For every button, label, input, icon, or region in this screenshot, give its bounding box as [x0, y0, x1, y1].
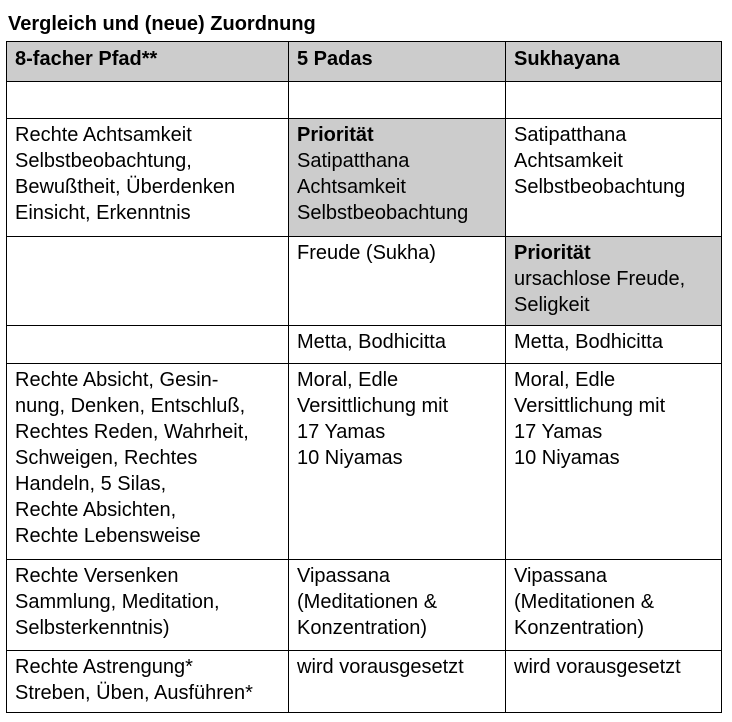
cell-5-padas-highlighted: [289, 119, 506, 237]
cell-line: Selbstbeobachtung: [514, 176, 686, 198]
cell-line: Vipassana: [514, 565, 608, 587]
cell-5-padas: [289, 82, 506, 119]
header-sukhayana: Sukhayana: [506, 42, 722, 82]
cell-line: Rechte Achtsamkeit: [15, 124, 192, 146]
cell-line: nung, Denken, Entschluß,: [15, 395, 246, 417]
cell-8-fold-path: [7, 364, 289, 560]
cell-line: Selbstbeobachtung,: [15, 150, 192, 172]
cell-5-padas: [289, 237, 506, 326]
priority-label: Priorität: [514, 242, 591, 264]
cell-line: 10 Niyamas: [297, 447, 403, 469]
cell-line: Achtsamkeit: [297, 176, 406, 198]
cell-line: Versittlichung mit: [514, 395, 666, 417]
cell-8-fold-path: [7, 82, 289, 119]
cell-line: Selbstbeobachtung: [297, 202, 469, 224]
cell-line: Vipassana: [297, 565, 391, 587]
cell-line: Konzentration): [514, 617, 645, 639]
cell-sukhayana: [506, 364, 722, 560]
table-row: [7, 82, 722, 119]
cell-line: (Meditationen &: [297, 591, 438, 613]
table-row: [7, 237, 722, 326]
cell-line: Metta, Bodhicitta: [514, 331, 663, 353]
cell-line: Freude (Sukha): [297, 242, 436, 264]
cell-sukhayana: [506, 651, 722, 713]
cell-line: Bewußtheit, Überdenken: [15, 176, 236, 198]
cell-5-padas: [289, 326, 506, 364]
cell-sukhayana: [506, 119, 722, 237]
table-row: [7, 326, 722, 364]
header-row: [7, 42, 722, 82]
cell-line: Moral, Edle: [297, 369, 399, 391]
cell-line: Selbsterkenntnis): [15, 617, 170, 639]
cell-line: Rechte Absicht, Gesin-: [15, 369, 219, 391]
cell-5-padas: [289, 364, 506, 560]
cell-line: Rechte Absichten,: [15, 499, 177, 521]
cell-line: Konzentration): [297, 617, 428, 639]
cell-line: 17 Yamas: [514, 421, 603, 443]
table-row: [7, 364, 722, 560]
page-title: Vergleich und (neue) Zuordnung: [8, 13, 316, 35]
cell-line: Rechte Versenken: [15, 565, 179, 587]
cell-8-fold-path: [7, 237, 289, 326]
cell-line: Schweigen, Rechtes: [15, 447, 198, 469]
cell-line: 17 Yamas: [297, 421, 386, 443]
cell-line: Versittlichung mit: [297, 395, 449, 417]
cell-line: wird vorausgesetzt: [514, 656, 681, 678]
cell-8-fold-path: [7, 119, 289, 237]
cell-sukhayana: [506, 82, 722, 119]
cell-line: (Meditationen &: [514, 591, 655, 613]
cell-8-fold-path: [7, 651, 289, 713]
cell-sukhayana-highlighted: [506, 237, 722, 326]
cell-line: Streben, Üben, Ausführen*: [15, 682, 253, 704]
cell-line: Metta, Bodhicitta: [297, 331, 446, 353]
cell-line: Seligkeit: [514, 294, 590, 316]
cell-8-fold-path: [7, 326, 289, 364]
cell-line: Achtsamkeit: [514, 150, 623, 172]
header-8-fold-path: 8-facher Pfad**: [7, 42, 289, 82]
cell-line: Rechte Lebensweise: [15, 525, 201, 547]
header-5-padas: 5 Padas: [289, 42, 506, 82]
cell-sukhayana: [506, 560, 722, 651]
cell-line: wird vorausgesetzt: [297, 656, 464, 678]
cell-line: Satipatthana: [297, 150, 410, 172]
cell-5-padas: [289, 651, 506, 713]
table-row: [7, 651, 722, 713]
cell-line: Moral, Edle: [514, 369, 616, 391]
cell-line: Rechte Astrengung*: [15, 656, 193, 678]
cell-line: Handeln, 5 Silas,: [15, 473, 167, 495]
cell-line: Sammlung, Meditation,: [15, 591, 220, 613]
table-row: [7, 119, 722, 237]
cell-8-fold-path: [7, 560, 289, 651]
priority-label: Priorität: [297, 124, 374, 146]
comparison-table: [6, 41, 722, 713]
table-row: [7, 560, 722, 651]
cell-line: ursachlose Freude,: [514, 268, 686, 290]
cell-line: 10 Niyamas: [514, 447, 620, 469]
cell-5-padas: [289, 560, 506, 651]
cell-sukhayana: [506, 326, 722, 364]
cell-line: Satipatthana: [514, 124, 627, 146]
cell-line: Rechtes Reden, Wahrheit,: [15, 421, 249, 443]
cell-line: Einsicht, Erkenntnis: [15, 202, 191, 224]
